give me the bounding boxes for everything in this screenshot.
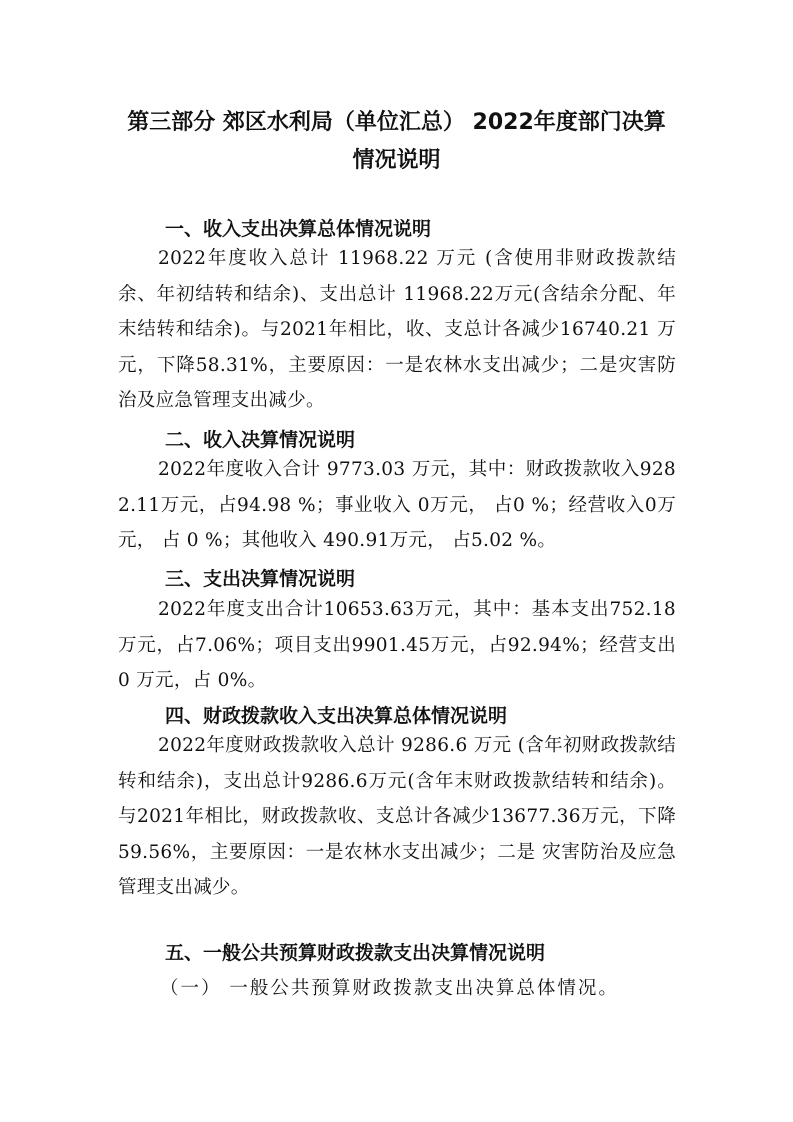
section-4-paragraph: 2022年度财政拨款收入总计 9286.6 万元 (含年初财政拨款结转和结余)，支出总计9286.6万元(含年末财政拨款结转和结余)。与2021年相比，财政拨款收、支总计各减少13677.36万元，下降59.56%，主要原因：一是农林水支出减少；二是 灾害防治及应急管理支出减少。 [118, 735, 676, 898]
document-title-line-1: 第三部分 郊区水利局（单位汇总） 2022年度部门决算 [127, 110, 666, 135]
section-3-heading: 三、支出决算情况说明 [165, 568, 356, 590]
section-2-paragraph: 2022年度收入合计 9773.03 万元，其中：财政拨款收入9282.11万元，占94.98 %；事业收入 0万元， 占0 %；经营收入0万元， 占 0 %；其他收入 490.91万元， 占5.02 %。 [118, 459, 676, 551]
section-1-heading: 一、收入支出决算总体情况说明 [165, 218, 432, 240]
section-5-heading: 五、一般公共预算财政拨款支出决算情况说明 [165, 942, 546, 964]
section-5-subheading: （一） 一般公共预算财政拨款支出决算总体情况。 [160, 978, 619, 999]
section-4-heading: 四、财政拨款收入支出决算总体情况说明 [165, 705, 508, 727]
document-title-line-2: 情况说明 [352, 148, 441, 173]
section-3-paragraph: 2022年度支出合计10653.63万元，其中：基本支出752.18万元，占7.06%；项目支出9901.45万元，占92.94%；经营支出 0 万元，占 0%。 [118, 599, 676, 691]
section-1-paragraph: 2022年度收入总计 11968.22 万元 (含使用非财政拨款结余、年初结转和结余)、支出总计 11968.22万元(含结余分配、年末结转和结余)。与2021年相比，收、支总计各减少16740.21 万元，下降58.31%，主要原因：一是农林水支出减少；二是灾害防治及应急管理支出减少。 [118, 248, 676, 411]
section-2-heading: 二、收入决算情况说明 [165, 429, 356, 451]
